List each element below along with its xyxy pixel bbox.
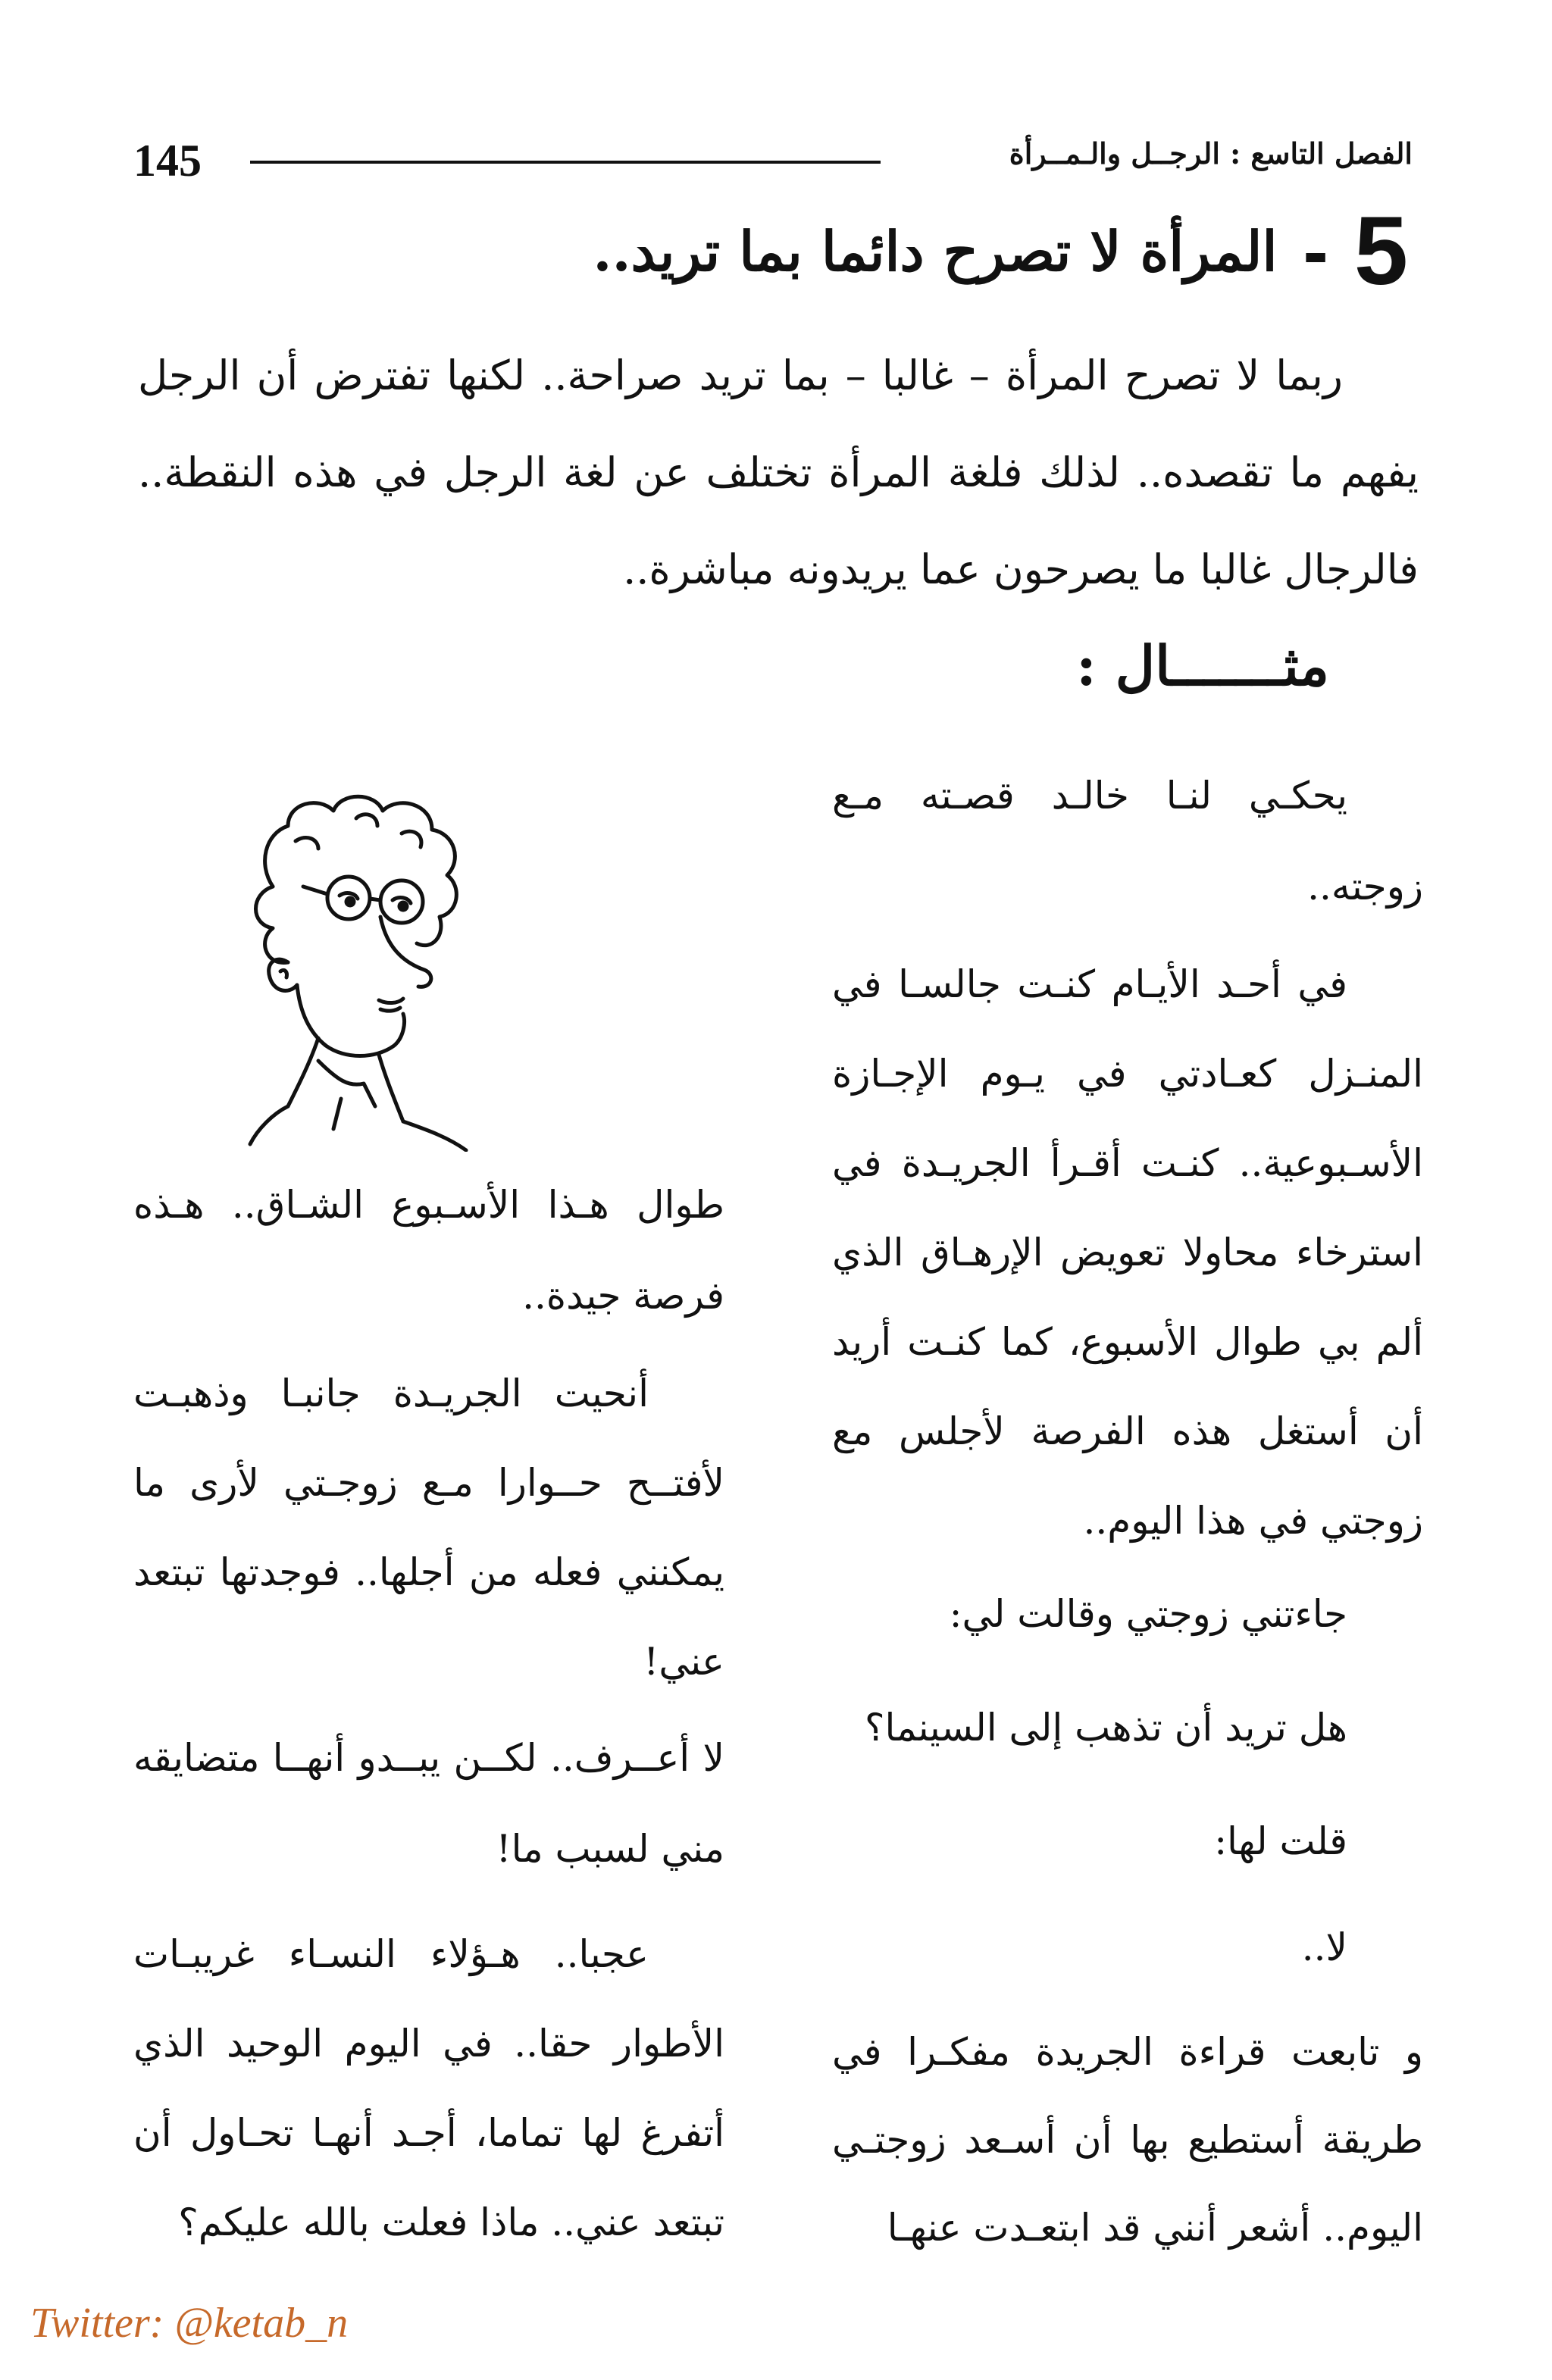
cartoon-man-illustration [205, 773, 584, 1152]
running-head: الفصل التاسع : الرجــل والـمــرأة [1009, 136, 1413, 170]
twitter-watermark: Twitter: @ketab_n [30, 2300, 349, 2347]
right-paragraph-6: لا.. [1301, 1925, 1347, 1969]
section-number: 5 [1353, 197, 1408, 305]
left-paragraph-4: عجبا.. هـؤلاء النسـاء غريبـات الأطوار حقا.. في اليوم الوحيد الذي أتفرغ لها تماما، أجـد أنهـا تحـاول أن تبتعد عني.. ماذا فعلت بالله عليكم؟ [133, 1932, 724, 2244]
section-title [593, 197, 1408, 305]
right-paragraph-2: في أحـد الأيـام كنـت جالسـا في المنـزل كعـادتي في يـوم الإجـازة الأسـبوعية.. كنـت أقـرأ الجريـدة في استرخاء محاولا تعويض الإرهـاق الذي ألم بي طوال الأسبوع، كما كنـت أريد أن أستغل هذه الفرصة لأجلس مع زوجتي في هذا اليوم.. [832, 962, 1423, 1543]
left-paragraph-2: أنحيت الجريـدة جانبـا وذهبـت لأفتــح حــوارا مـع زوجـتي لأرى ما يمكنني فعله من أجلها.. فوجدتها تبتعد عني! [133, 1371, 724, 1684]
section-heading: المرأة لا تصرح دائما بما تريد.. [593, 219, 1278, 284]
left-paragraph-1: طوال هـذا الأسـبوع الشـاق.. هـذه فرصة جيدة.. [133, 1183, 724, 1318]
section-dash: - [1303, 209, 1328, 294]
right-paragraph-3: جاءتني زوجتي وقالت لي: [949, 1592, 1347, 1636]
page-number: 145 [133, 136, 202, 186]
left-paragraph-3: لا أعــرف.. لكــن يبــدو أنهــا متضايقه مني لسبب ما! [133, 1736, 724, 1871]
right-paragraph-7: و تابعت قراءة الجريدة مفكـرا في طريقة أستطيع بها أن أسـعد زوجتـي اليوم.. أشعر أنني قد ابتعـدت عنهـا [832, 2030, 1423, 2250]
intro-paragraph: ربما لا تصرح المرأة – غالبا – بما تريد صراحة.. لكنها تفترض أن الرجل يفهم ما تقصده.. لذلك فلغة المرأة تختلف عن لغة الرجل في هذه النقطة.. فالرجال غالبا ما يصرحون عما يريدونه مباشرة.. [138, 352, 1419, 593]
right-paragraph-5: قلت لها: [1214, 1819, 1347, 1863]
running-head-rule [250, 161, 881, 164]
example-heading: مثـــــــال : [1076, 633, 1329, 698]
right-paragraph-4: هل تريد أن تذهب إلى السينما؟ [865, 1706, 1347, 1750]
right-paragraph-1: يحكـي لنـا خالـد قصـته مـع زوجته.. [832, 774, 1423, 909]
